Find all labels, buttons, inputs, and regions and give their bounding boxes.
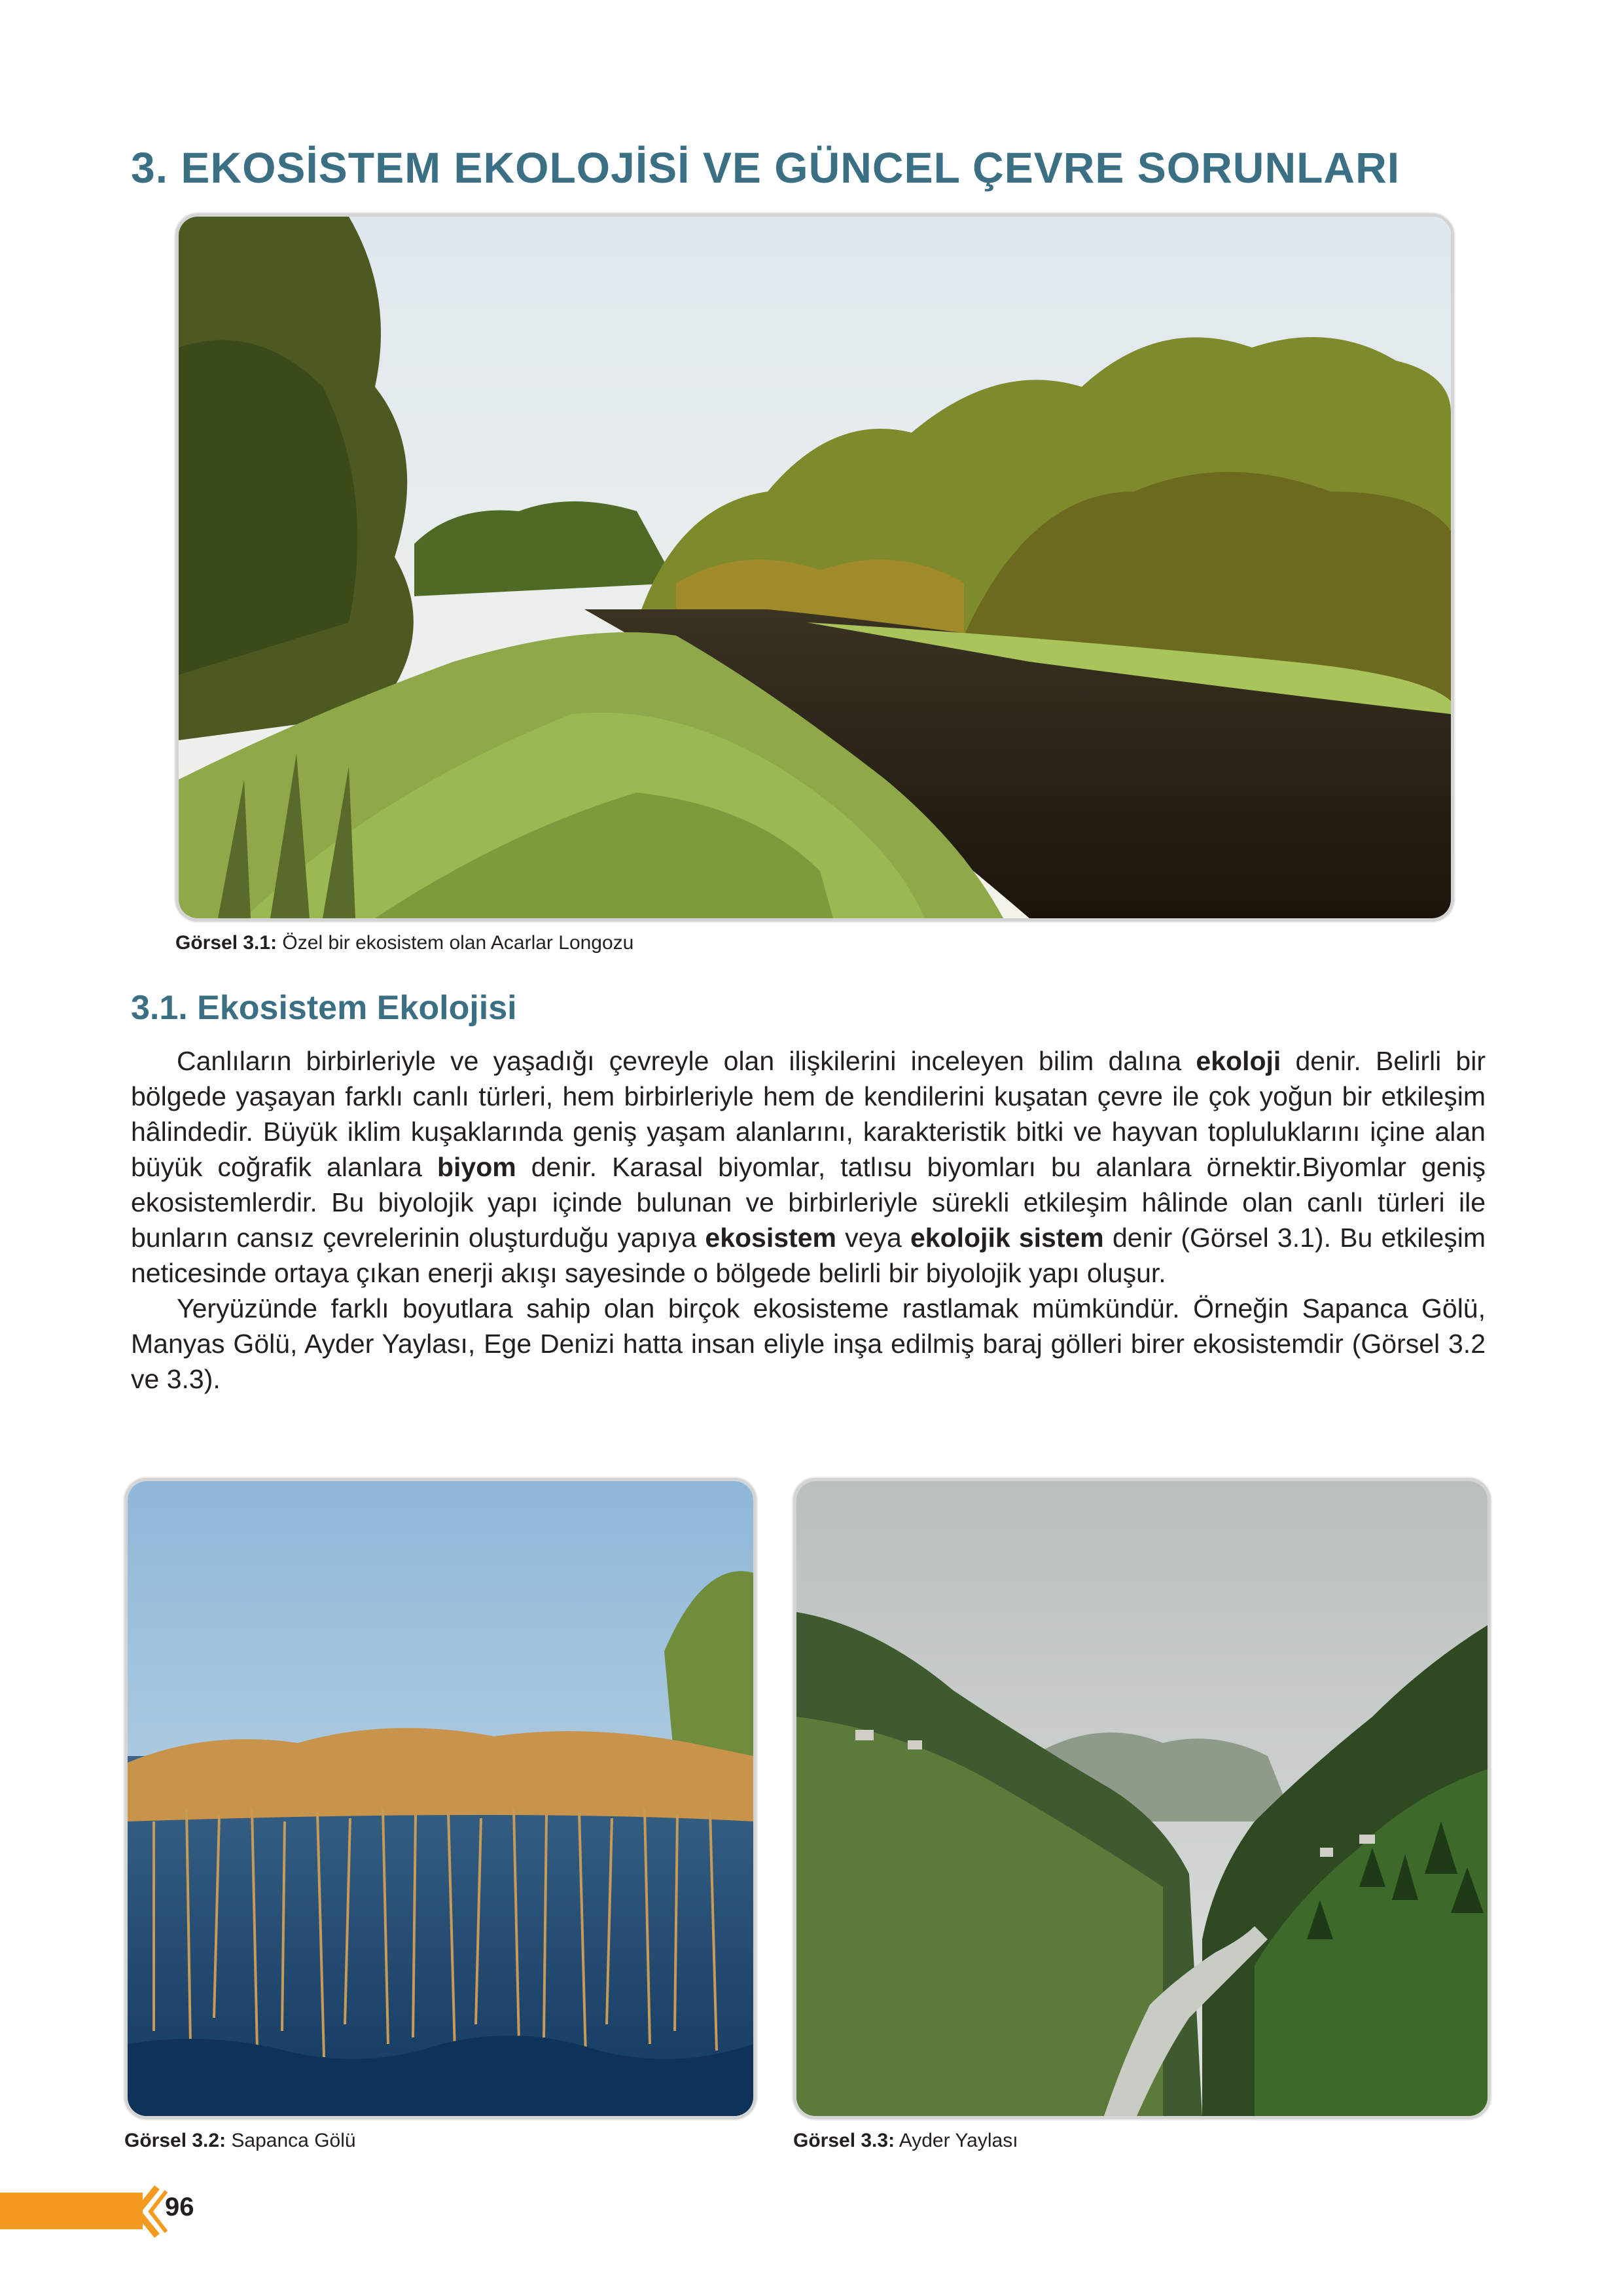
figure-label: Görsel 3.3: xyxy=(793,2130,895,2151)
figure-caption xyxy=(793,2130,1018,2152)
chapter-title: 3. EKOSİSTEM EKOLOJİSİ VE GÜNCEL ÇEVRE SORUNLARI xyxy=(131,143,1400,192)
term-ekosistem: ekosistem xyxy=(705,1223,836,1253)
body-text xyxy=(131,1043,1486,1397)
figure-caption xyxy=(175,932,633,954)
page-number: 96 xyxy=(165,2193,194,2221)
term-biyom: biyom xyxy=(437,1152,516,1182)
figure-caption xyxy=(124,2130,356,2152)
figure-caption-text: Özel bir ekosistem olan Acarlar Longozu xyxy=(282,932,634,954)
chevron-left-icon xyxy=(128,2182,168,2241)
figure-ayder-yaylasi-photo xyxy=(793,1478,1491,2119)
paragraph: Yeryüzünde farklı boyutlara sahip olan birçok ekosisteme rastlamak mümkündür. Örneğin Sapanca Gölü, Manyas Gölü, Ayder Yaylası, Ege Denizi hatta insan eliyle inşa edilmiş baraj gölleri birer ekosistemdir (Görsel 3.2 ve 3.3). xyxy=(131,1293,1486,1394)
page-number-bar xyxy=(0,2193,143,2229)
figure-label: Görsel 3.1: xyxy=(175,932,277,954)
term-ekolojik-sistem: ekolojik sistem xyxy=(910,1223,1104,1253)
figure-label: Görsel 3.2: xyxy=(124,2130,226,2151)
section-title: 3.1. Ekosistem Ekolojisi xyxy=(131,989,517,1027)
figure-caption-text: Sapanca Gölü xyxy=(231,2130,356,2151)
figure-sapanca-golu-photo xyxy=(124,1478,757,2119)
term-ekoloji: ekoloji xyxy=(1196,1046,1281,1076)
figure-caption-text: Ayder Yaylası xyxy=(899,2130,1018,2151)
figure-acarlar-longozu-photo xyxy=(175,213,1454,922)
paragraph: Canlıların birbirleriyle ve yaşadığı çevreyle olan ilişkilerini inceleyen bilim dalına ekoloji denir. Belirli bir bölgede yaşayan farklı canlı türleri, hem birbirleriyle hem de kendilerini kuşatan çevre ile çok yoğun bir etkileşim hâlindedir. Büyük iklim kuşaklarında geniş yaşam alanlarını, karakteristik bitki ve hayvan topluluklarını içine alan büyük coğrafik alanlara biyom denir. Karasal biyomlar, tatlısu biyomları bu alanlara örnektir.Biyomlar geniş ekosistemlerdir. Bu biyolojik yapı içinde bulunan ve birbirleriyle sürekli etkileşim hâlinde olan canlı türleri ile bunların cansız çevrelerinin oluşturduğu yapıya ekosistem veya ekolojik sistem denir (Görsel 3.1). Bu etkileşim neticesinde ortaya çıkan enerji akışı sayesinde o bölgede belirli bir biyolojik yapı oluşur. xyxy=(131,1046,1486,1288)
